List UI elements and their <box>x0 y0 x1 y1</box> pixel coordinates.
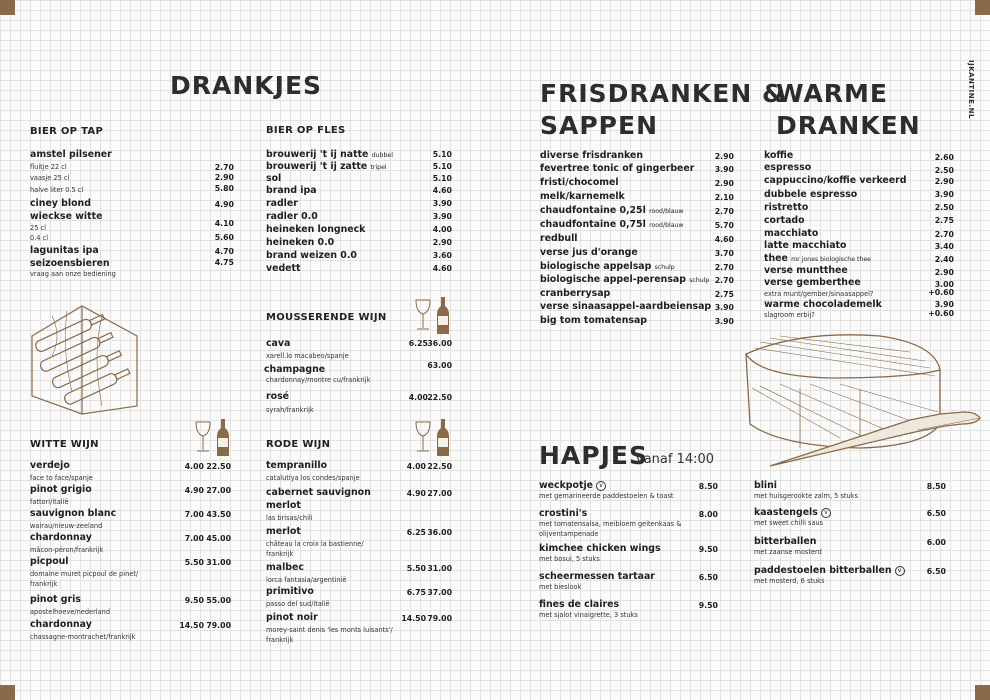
item-name: brand ipa <box>266 185 317 196</box>
menu-item: koffie <box>764 150 794 161</box>
item-detail: frankrijk <box>266 636 294 644</box>
menu-item <box>540 247 638 258</box>
extra-price: +0.60 <box>928 288 954 297</box>
item-price: 2.60 <box>934 153 954 162</box>
item-price: 3.70 <box>714 249 734 258</box>
menu-item: wieckse witte <box>30 211 103 222</box>
menu-item: espresso <box>764 162 812 173</box>
item-price: 2.90 <box>714 152 734 161</box>
title-fris-line2: SAPPEN <box>540 111 658 140</box>
glass-bottle-icon <box>410 294 456 338</box>
item-detail: met sjalot vinaigrette, 3 stuks <box>539 611 638 619</box>
item-name: biologische appel-perensap <box>540 274 686 285</box>
menu-item <box>754 565 905 576</box>
item-price: 2.70 <box>934 230 954 239</box>
glass-price: 6.75 <box>406 588 426 597</box>
menu-item: pinot grigio <box>30 484 92 495</box>
menu-item <box>266 224 365 235</box>
item-detail: met gemarineerde paddestoelen & toast <box>539 492 674 500</box>
item-detail: las brisas/chili <box>266 514 313 522</box>
glass-price: 5.50 <box>406 564 426 573</box>
item-note: mr jones biologische thee <box>791 256 871 263</box>
bottle-price: 22.50 <box>206 462 231 471</box>
item-name: fines de claires <box>539 599 620 610</box>
section-rode-wijn: RODE WIJN <box>266 439 331 450</box>
item-name: big tom tomatensap <box>540 315 648 326</box>
glass-price: 4.00 <box>406 462 426 471</box>
item-detail: mâcon-péron/frankrijk <box>30 546 104 554</box>
menu-item <box>539 480 606 491</box>
menu-item <box>540 150 643 161</box>
corner-mark-tr <box>975 0 990 15</box>
item-name: verse jus d'orange <box>540 247 638 258</box>
bottle-price: 31.00 <box>206 558 231 567</box>
menu-item <box>540 163 694 174</box>
item-price: 2.10 <box>714 193 734 202</box>
item-name: heineken longneck <box>266 224 366 235</box>
item-price: 5.10 <box>432 150 452 159</box>
item-detail: met sweet chilli saus <box>754 519 824 527</box>
item-name: kimchee chicken wings <box>539 543 661 554</box>
item-price: 2.70 <box>714 276 734 285</box>
bottle-price: 37.00 <box>427 588 452 597</box>
title-warm-line1: WARME <box>776 79 889 108</box>
item-price: 8.00 <box>698 510 718 519</box>
item-name: chaudfontaine 0,75l <box>540 219 646 230</box>
item-price: 2.50 <box>934 203 954 212</box>
item-price: 8.50 <box>698 482 718 491</box>
bottle-price: 79.00 <box>427 614 452 623</box>
item-detail: face to face/spanje <box>30 474 93 482</box>
item-price: 2.90 <box>714 179 734 188</box>
item-detail: frankrijk <box>30 580 58 588</box>
menu-item: seizoensbieren <box>30 258 110 269</box>
item-name: paddestoelen bitterballen <box>754 565 892 576</box>
item-name: fristi/chocomel <box>540 177 619 188</box>
wine-rack-illustration <box>22 296 142 416</box>
menu-item <box>540 219 684 230</box>
menu-item: picpoul <box>30 556 69 567</box>
menu-item: cortado <box>764 215 805 226</box>
item-name: blini <box>754 480 778 491</box>
menu-item: sauvignon blanc <box>30 508 117 519</box>
menu-item <box>754 480 777 491</box>
item-price: 6.50 <box>698 573 718 582</box>
vegetarian-icon: v <box>596 481 606 491</box>
menu-item: amstel pilsener <box>30 149 112 160</box>
menu-item: warme chocolademelk <box>764 299 882 310</box>
menu-item: tempranillo <box>266 460 328 471</box>
section-witte-wijn: WITTE WIJN <box>30 439 99 450</box>
bottle-price: 79.00 <box>206 621 231 630</box>
item-name: radler <box>266 198 298 209</box>
menu-item <box>266 263 301 274</box>
section-bier-op-tap: BIER OP TAP <box>30 126 104 137</box>
menu-item: rosé <box>266 391 290 402</box>
glass-price: 6.25 <box>406 528 426 537</box>
bottle-price: 27.00 <box>427 489 452 498</box>
glass-price: 4.00 <box>184 462 204 471</box>
corner-mark-bl <box>0 685 15 700</box>
item-name: thee <box>764 253 788 264</box>
item-detail: 25 cl <box>30 224 46 232</box>
menu-item: malbec <box>266 562 304 573</box>
glass-price: 14.50 <box>179 621 204 630</box>
glass-price: 4.00 <box>408 393 428 402</box>
menu-item <box>754 536 816 547</box>
section-bier-op-fles: BIER OP FLES <box>266 125 346 136</box>
menu-item <box>266 185 317 196</box>
vegetarian-icon: v <box>821 508 831 518</box>
item-price: 4.75 <box>214 258 234 267</box>
item-price: 6.00 <box>926 538 946 547</box>
site-url: IJKANTINE.NL <box>967 60 975 119</box>
title-warm-line2: DRANKEN <box>776 111 921 140</box>
item-price: 4.70 <box>214 247 234 256</box>
item-price: 5.10 <box>432 174 452 183</box>
item-detail: olijventampenade <box>539 530 599 538</box>
corner-mark-tl <box>0 0 15 15</box>
menu-item <box>540 191 625 202</box>
item-price: 3.90 <box>714 303 734 312</box>
item-detail: met zaanse mosterd <box>754 548 822 556</box>
menu-item <box>540 301 711 312</box>
item-name: biologische appelsap <box>540 261 652 272</box>
hapjes-subtitle: vanaf 14:00 <box>636 452 715 467</box>
item-detail: apostelhoeve/nederland <box>30 608 111 616</box>
item-note: schulp <box>654 264 675 271</box>
item-price: 2.90 <box>432 238 452 247</box>
item-detail: 0.4 cl <box>30 234 49 242</box>
bottle-price: 22.50 <box>427 462 452 471</box>
menu-item: lagunitas ipa <box>30 245 99 256</box>
glass-price: 9.50 <box>184 596 204 605</box>
item-price: 5.10 <box>432 162 452 171</box>
item-detail: halve liter 0.5 cl <box>30 186 84 194</box>
item-name: brouwerij 't ij natte <box>266 149 369 160</box>
item-price: 9.50 <box>698 601 718 610</box>
menu-item <box>266 250 357 261</box>
menu-item <box>539 508 587 519</box>
item-detail: morey-saint denis 'les monts luisants'/ <box>266 626 393 634</box>
item-price: 4.60 <box>714 235 734 244</box>
menu-item: latte macchiato <box>764 240 847 251</box>
vegetarian-icon: v <box>895 566 905 576</box>
menu-item: pinot gris <box>30 594 81 605</box>
title-drankjes: DRANKJES <box>170 71 323 100</box>
section-mousserende-wijn: MOUSSERENDE WIJN <box>266 312 387 323</box>
item-note: rood/blauw <box>649 222 684 229</box>
item-name: radler 0.0 <box>266 211 318 222</box>
item-price: 3.00 <box>934 280 954 289</box>
item-price: 4.00 <box>432 225 452 234</box>
item-detail: château la croix la bastienne/ <box>266 540 364 548</box>
item-price: 2.75 <box>714 290 734 299</box>
item-detail: met tomatensalsa, meibloem geitenkaas & <box>539 520 682 528</box>
menu-item: verdejo <box>30 460 70 471</box>
item-price: 3.90 <box>934 300 954 309</box>
menu-item: verse muntthee <box>764 265 848 276</box>
bottle-price: 63.00 <box>427 361 452 370</box>
item-name: crostini's <box>539 508 588 519</box>
menu-item <box>266 198 298 209</box>
item-price: 6.50 <box>926 509 946 518</box>
item-name: heineken 0.0 <box>266 237 335 248</box>
item-price: 3.90 <box>432 199 452 208</box>
item-name: fevertree tonic of gingerbeer <box>540 163 695 174</box>
menu-item <box>266 149 393 160</box>
item-detail: lorca fantasia/argentinië <box>266 576 347 584</box>
menu-item: primitivo <box>266 586 314 597</box>
item-detail: xarell.lo macabeo/spanje <box>266 352 349 360</box>
menu-item <box>540 274 709 285</box>
menu-item <box>266 173 281 184</box>
item-price: 2.50 <box>934 166 954 175</box>
menu-item: merlot <box>266 526 301 537</box>
item-price: 5.80 <box>214 184 234 193</box>
item-price: 3.60 <box>432 251 452 260</box>
item-detail: fluitje 22 cl <box>30 163 67 171</box>
glass-bottle-icon <box>190 416 236 460</box>
glass-bottle-icon <box>410 416 456 460</box>
item-name: diverse frisdranken <box>540 150 644 161</box>
item-detail: slagroom erbij? <box>764 311 815 319</box>
item-price: 2.40 <box>934 255 954 264</box>
item-detail: met bosui, 5 stuks <box>539 555 600 563</box>
menu-item <box>266 237 334 248</box>
menu-item: dubbele espresso <box>764 189 858 200</box>
item-price: 3.90 <box>714 317 734 326</box>
item-price: 6.50 <box>926 567 946 576</box>
item-name: cranberrysap <box>540 288 611 299</box>
item-detail: wairau/nieuw-zeeland <box>30 522 103 530</box>
item-price: 3.90 <box>432 212 452 221</box>
item-detail: chassagne-montrachet/frankrijk <box>30 633 136 641</box>
menu-item <box>540 261 675 272</box>
item-name: kaastengels <box>754 507 818 518</box>
menu-item: cabernet sauvignon <box>266 487 371 498</box>
bottle-price: 31.00 <box>427 564 452 573</box>
bottle-price: 22.50 <box>427 393 452 402</box>
glass-price: 4.90 <box>184 486 204 495</box>
item-detail: chardonnay/montre cu/frankrijk <box>266 376 371 384</box>
item-price: 2.90 <box>214 173 234 182</box>
item-price: 2.75 <box>934 216 954 225</box>
item-detail: syrah/frankrijk <box>266 406 314 414</box>
menu-item <box>540 233 578 244</box>
item-price: 4.60 <box>432 264 452 273</box>
item-name: brouwerij 't ij zatte <box>266 161 368 172</box>
glass-price: 7.00 <box>184 534 204 543</box>
item-note: rood/blauw <box>649 208 684 215</box>
item-name: verse sinaasappel-aardbeiensap <box>540 301 712 312</box>
menu-item <box>540 315 647 326</box>
item-detail: extra munt/gember/sinaasappel? <box>764 290 874 298</box>
item-price: 2.70 <box>714 263 734 272</box>
item-detail: fattori/italië <box>30 498 69 506</box>
item-detail: vraag aan onze bediening <box>30 270 116 278</box>
item-detail: catalutiya los condes/spanje <box>266 474 360 482</box>
menu-item <box>764 253 871 264</box>
item-detail: vaasje 25 cl <box>30 174 70 182</box>
menu-item <box>539 571 655 582</box>
item-name: sol <box>266 173 282 184</box>
glass-price: 6.25 <box>408 339 428 348</box>
item-price: 4.60 <box>432 186 452 195</box>
glass-price: 5.50 <box>184 558 204 567</box>
item-price: 4.10 <box>214 219 234 228</box>
menu-item <box>540 177 619 188</box>
menu-item: merlot <box>266 500 301 511</box>
bottle-price: 27.00 <box>206 486 231 495</box>
menu-item <box>540 205 684 216</box>
bottle-price: 55.00 <box>206 596 231 605</box>
item-price: 2.70 <box>714 207 734 216</box>
item-detail: domaine muret picpoul de pinet/ <box>30 570 139 578</box>
item-detail: passo del sud/italië <box>266 600 330 608</box>
item-price: 8.50 <box>926 482 946 491</box>
title-hapjes: HAPJES <box>539 441 648 470</box>
menu-item: champagne <box>264 364 326 375</box>
title-fris-line1: FRISDRANKEN & <box>540 79 785 108</box>
menu-item <box>266 211 318 222</box>
menu-item: chardonnay <box>30 532 92 543</box>
item-note: schulp <box>689 277 710 284</box>
bottle-price: 43.50 <box>206 510 231 519</box>
item-name: weckpotje <box>539 480 594 491</box>
item-note: tripel <box>370 164 387 171</box>
item-name: scheermessen tartaar <box>539 571 655 582</box>
menu-item: pinot noir <box>266 612 318 623</box>
item-price: 5.70 <box>714 221 734 230</box>
menu-item: cappuccino/koffie verkeerd <box>764 175 907 186</box>
item-price: 3.90 <box>714 165 734 174</box>
bottle-price: 36.00 <box>427 528 452 537</box>
menu-item: ciney blond <box>30 198 91 209</box>
corner-mark-br <box>975 685 990 700</box>
item-price: 2.90 <box>934 268 954 277</box>
menu-item: ristretto <box>764 202 809 213</box>
extra-price: +0.60 <box>928 309 954 318</box>
menu-item: macchiato <box>764 228 819 239</box>
cheese-knife-illustration <box>740 328 990 480</box>
menu-item <box>266 161 387 172</box>
item-name: melk/karnemelk <box>540 191 625 202</box>
item-detail: frankrijk <box>266 550 294 558</box>
item-name: vedett <box>266 263 301 274</box>
item-name: brand weizen 0.0 <box>266 250 357 261</box>
menu-item <box>754 507 831 518</box>
menu-item: verse gemberthee <box>764 277 861 288</box>
menu-item <box>539 599 619 610</box>
glass-price: 14.50 <box>401 614 426 623</box>
menu-item <box>540 288 610 299</box>
item-detail: met mosterd, 6 stuks <box>754 577 825 585</box>
item-price: 9.50 <box>698 545 718 554</box>
item-detail: met bieslook <box>539 583 582 591</box>
item-price: 2.90 <box>934 177 954 186</box>
glass-price: 7.00 <box>184 510 204 519</box>
item-name: redbull <box>540 233 578 244</box>
item-detail: met huisgerookte zalm, 5 stuks <box>754 492 858 500</box>
glass-price: 4.90 <box>406 489 426 498</box>
menu-item: chardonnay <box>30 619 92 630</box>
bottle-price: 36.00 <box>427 339 452 348</box>
item-price: 4.90 <box>214 200 234 209</box>
item-name: bitterballen <box>754 536 817 547</box>
item-price: 3.40 <box>934 242 954 251</box>
menu-item: cava <box>266 338 291 349</box>
item-price: 3.90 <box>934 190 954 199</box>
item-name: chaudfontaine 0,25l <box>540 205 646 216</box>
item-note: dubbel <box>371 152 393 159</box>
bottle-price: 45.00 <box>206 534 231 543</box>
item-price: 2.70 <box>214 163 234 172</box>
item-price: 5.60 <box>214 233 234 242</box>
menu-item <box>539 543 661 554</box>
